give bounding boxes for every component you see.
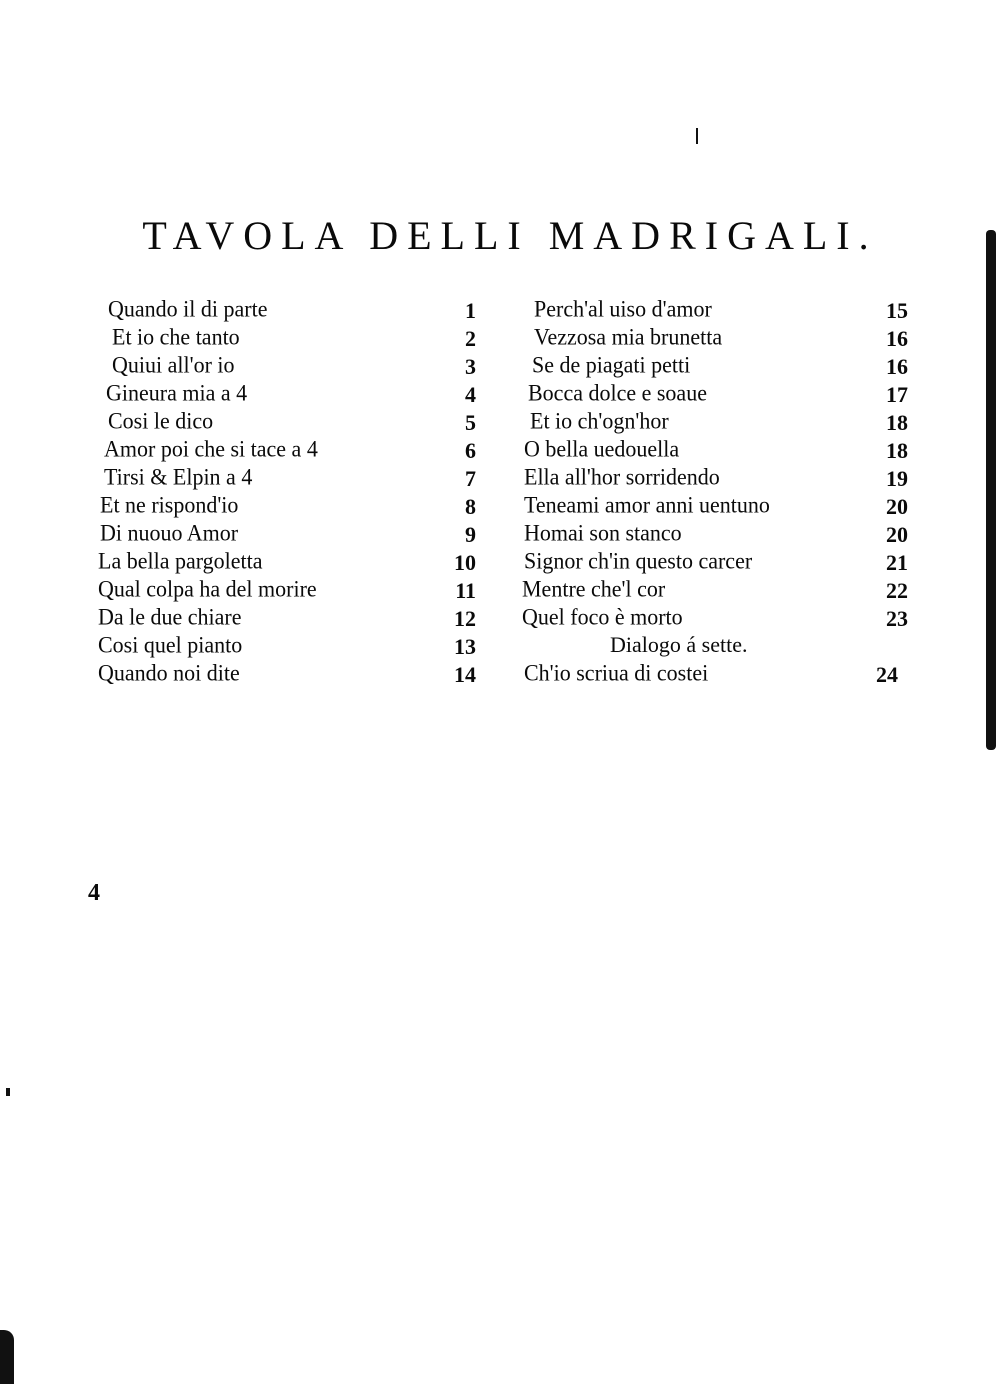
index-entry-page: 9 — [465, 522, 476, 547]
index-entry-title: Da le due chiare — [98, 603, 242, 630]
index-entry-page: 20 — [886, 522, 908, 547]
index-entry-page: 6 — [465, 438, 476, 463]
signature-mark: 4 — [88, 880, 100, 906]
index-entry-page: 17 — [886, 382, 908, 407]
index-entry-page: 16 — [886, 326, 908, 351]
index-entry-page: 19 — [886, 466, 908, 491]
page-title: TAVOLA DELLI MADRIGALI. — [142, 213, 878, 258]
index-entry-title: Vezzosa mia brunetta — [534, 323, 723, 350]
page-corner-shadow — [0, 1330, 14, 1384]
index-entry-title: Ella all'hor sorridendo — [524, 463, 720, 490]
index-entry-title: Quando il di parte — [108, 295, 268, 322]
index-entry-page: 4 — [465, 382, 476, 407]
index-entry-page: 7 — [465, 466, 476, 491]
index-entry-title: Se de piagati petti — [532, 351, 691, 378]
index-entry-title: Et io ch'ogn'hor — [530, 407, 669, 434]
index-entry-page: 15 — [886, 298, 908, 323]
index-entry-page: 13 — [454, 634, 476, 659]
index-entry-page: 18 — [886, 438, 908, 463]
index-entry-title: Di nuouo Amor — [100, 519, 239, 546]
index-entry-title: Tirsi & Elpin a 4 — [104, 463, 253, 490]
index-entry-title: Gineura mia a 4 — [106, 379, 248, 406]
index-entry-title: Amor poi che si tace a 4 — [104, 435, 318, 462]
section-heading: Dialogo á sette. — [610, 632, 748, 657]
index-entry-title: Signor ch'in questo carcer — [524, 547, 753, 574]
index-entry-title: Teneami amor anni uentuno — [524, 491, 770, 518]
index-entry-page: 18 — [886, 410, 908, 435]
index-entry-title: Quando noi dite — [98, 659, 240, 686]
index-entry-page: 20 — [886, 494, 908, 519]
index-entry-page: 14 — [454, 662, 476, 687]
index-entry-page: 2 — [465, 326, 476, 351]
index-entry-title: Quel foco è morto — [522, 603, 683, 630]
index-entry-last-page: 24 — [876, 662, 898, 687]
index-entry-page: 11 — [455, 578, 476, 603]
index-entry-title: Mentre che'l cor — [522, 575, 666, 602]
index-entry-title: Quiui all'or io — [112, 351, 235, 378]
index-entry-title: Homai son stanco — [524, 519, 682, 546]
index-entry-title: Bocca dolce e soaue — [528, 379, 707, 406]
index-entry-title: Cosi quel pianto — [98, 631, 243, 658]
index-entry-title: Perch'al uiso d'amor — [534, 295, 712, 322]
index-entry-title: La bella pargoletta — [98, 547, 263, 574]
index-entry-page: 22 — [886, 578, 908, 603]
index-entry-page: 3 — [465, 354, 476, 379]
index-entry-title: O bella uedouella — [524, 435, 680, 462]
index-entry-page: 12 — [454, 606, 476, 631]
index-entry-page: 1 — [465, 298, 476, 323]
index-entry-page: 23 — [886, 606, 908, 631]
index-entry-page: 10 — [454, 550, 476, 575]
index-entry-page: 21 — [886, 550, 908, 575]
page-edge-shadow — [986, 230, 996, 750]
scan-speck — [6, 1088, 10, 1096]
index-entry-page: 16 — [886, 354, 908, 379]
index-entry-title: Et io che tanto — [112, 323, 240, 350]
index-entry-title: Qual colpa ha del morire — [98, 575, 317, 602]
index-entry-page: 8 — [465, 494, 476, 519]
index-entry-page: 5 — [465, 410, 476, 435]
index-entry-title: Cosi le dico — [108, 407, 214, 434]
index-entry-last-title: Ch'io scriua di costei — [524, 659, 709, 686]
scan-speck — [696, 128, 698, 144]
index-entry-title: Et ne rispond'io — [100, 491, 239, 518]
